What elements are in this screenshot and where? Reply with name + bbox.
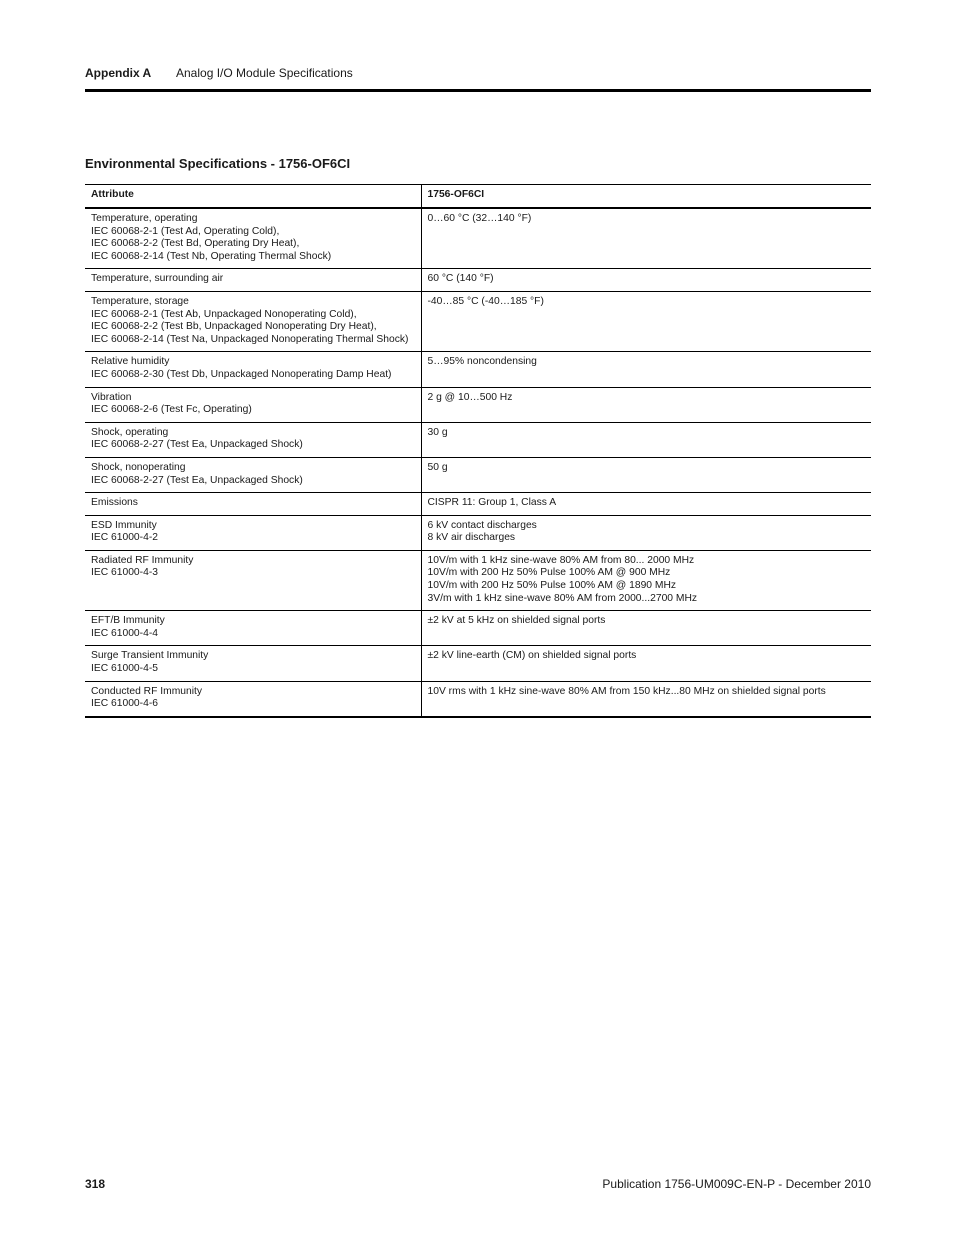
table-body (85, 208, 871, 717)
table-row (85, 646, 871, 681)
attribute-cell (85, 269, 421, 292)
value-cell (421, 681, 871, 717)
environmental-spec-table (85, 184, 871, 718)
attribute-text: IEC 60068-2-30 (Test Db, Unpackaged Nonoperating Damp Heat) (91, 368, 392, 380)
attribute-text: Temperature, storage (91, 295, 189, 307)
page-number: 318 (85, 1177, 106, 1191)
section-title: Environmental Specifications - 1756-OF6CI (85, 156, 351, 171)
value-text: 5…95% noncondensing (427, 356, 537, 368)
attribute-text: Emissions (91, 497, 138, 509)
value-text: ±2 kV at 5 kHz on shielded signal ports (427, 615, 606, 627)
value-cell (421, 493, 871, 516)
attribute-text: IEC 61000-4-4 (91, 627, 158, 639)
attribute-cell (85, 457, 421, 492)
attribute-cell (85, 291, 421, 351)
table-header-row (85, 185, 871, 209)
attribute-text: IEC 60068-2-14 (Test Nb, Operating Thermal Shock) (91, 250, 332, 262)
attribute-text: IEC 60068-2-1 (Test Ab, Unpackaged Nonoperating Cold), (91, 308, 357, 320)
attribute-cell (85, 493, 421, 516)
value-cell (421, 387, 871, 422)
attribute-text: IEC 61000-4-3 (91, 567, 158, 579)
attribute-text: ESD Immunity (91, 519, 157, 531)
running-header (85, 66, 353, 80)
attribute-text: IEC 60068-2-14 (Test Na, Unpackaged Nonoperating Thermal Shock) (91, 333, 409, 345)
value-cell (421, 611, 871, 646)
value-cell (421, 457, 871, 492)
attribute-cell (85, 208, 421, 269)
attribute-cell (85, 550, 421, 610)
attribute-text: Relative humidity (91, 356, 170, 368)
attribute-cell (85, 681, 421, 717)
attribute-text: IEC 60068-2-2 (Test Bd, Operating Dry Heat), (91, 238, 300, 250)
attribute-text: Shock, operating (91, 426, 169, 438)
value-cell (421, 208, 871, 269)
value-cell (421, 291, 871, 351)
table-row (85, 611, 871, 646)
value-text: 50 g (427, 461, 448, 473)
attribute-text: Temperature, operating (91, 213, 198, 224)
table-row (85, 681, 871, 717)
table-row (85, 493, 871, 516)
value-cell (421, 515, 871, 550)
publication-info: Publication 1756-UM009C-EN-P - December 2010 (602, 1177, 871, 1191)
attribute-text: IEC 60068-2-1 (Test Ad, Operating Cold), (91, 225, 280, 237)
value-text: 2 g @ 10…500 Hz (427, 391, 513, 403)
attribute-cell (85, 387, 421, 422)
value-text: ±2 kV line-earth (CM) on shielded signal ports (427, 650, 637, 662)
value-text: 30 g (427, 426, 448, 438)
attribute-text: IEC 61000-4-6 (91, 698, 158, 710)
column-header-module: 1756-OF6CI (421, 185, 871, 209)
table-row (85, 515, 871, 550)
column-header-attribute: Attribute (85, 185, 421, 209)
value-text: 10V/m with 200 Hz 50% Pulse 100% AM @ 1890 MHz (427, 580, 677, 592)
attribute-text: IEC 61000-4-2 (91, 532, 158, 544)
value-cell (421, 550, 871, 610)
chapter-title: Analog I/O Module Specifications (176, 66, 353, 80)
table-row (85, 352, 871, 387)
value-cell (421, 422, 871, 457)
table-row (85, 208, 871, 269)
attribute-cell (85, 611, 421, 646)
appendix-label: Appendix A (85, 66, 152, 80)
header-rule (85, 89, 871, 92)
table-row (85, 269, 871, 292)
value-cell (421, 269, 871, 292)
attribute-cell (85, 646, 421, 681)
attribute-text: Temperature, surrounding air (91, 273, 224, 285)
value-text: 8 kV air discharges (427, 532, 516, 544)
table-row (85, 291, 871, 351)
value-text: CISPR 11: Group 1, Class A (427, 497, 557, 509)
table-row (85, 422, 871, 457)
value-text: 10V/m with 200 Hz 50% Pulse 100% AM @ 900 MHz (427, 567, 671, 579)
value-cell (421, 352, 871, 387)
value-text: 3V/m with 1 kHz sine-wave 80% AM from 2000...2700 MHz (427, 592, 698, 604)
attribute-text: EFT/B Immunity (91, 615, 165, 627)
table-row (85, 457, 871, 492)
attribute-cell (85, 352, 421, 387)
table-row (85, 550, 871, 610)
value-text: 60 °C (140 °F) (427, 273, 494, 285)
attribute-text: IEC 60068-2-6 (Test Fc, Operating) (91, 404, 252, 416)
attribute-text: Shock, nonoperating (91, 461, 186, 473)
attribute-text: Surge Transient Immunity (91, 650, 209, 662)
table-row (85, 387, 871, 422)
attribute-text: Radiated RF Immunity (91, 554, 194, 566)
attribute-text: IEC 60068-2-27 (Test Ea, Unpackaged Shock) (91, 474, 303, 486)
attribute-text: Vibration (91, 391, 132, 403)
value-text: -40…85 °C (-40…185 °F) (427, 295, 544, 307)
value-cell (421, 646, 871, 681)
value-text: 0…60 °C (32…140 °F) (427, 213, 532, 224)
attribute-text: Conducted RF Immunity (91, 685, 203, 697)
attribute-text: IEC 60068-2-2 (Test Bb, Unpackaged Nonoperating Dry Heat), (91, 321, 377, 333)
value-text: 10V rms with 1 kHz sine-wave 80% AM from 150 kHz...80 MHz on shielded signal ports (427, 685, 826, 697)
attribute-text: IEC 61000-4-5 (91, 663, 158, 675)
attribute-text: IEC 60068-2-27 (Test Ea, Unpackaged Shock) (91, 439, 303, 451)
attribute-cell (85, 422, 421, 457)
value-text: 10V/m with 1 kHz sine-wave 80% AM from 80... 2000 MHz (427, 554, 695, 566)
attribute-cell (85, 515, 421, 550)
value-text: 6 kV contact discharges (427, 519, 537, 531)
